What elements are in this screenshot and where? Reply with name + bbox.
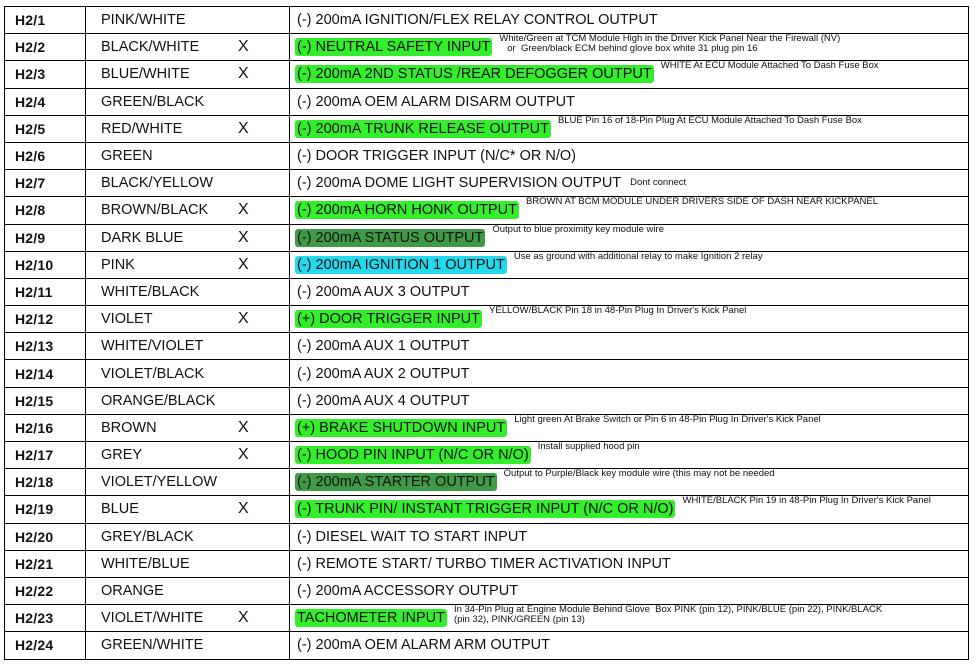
function-cell [290, 115, 969, 142]
function-cell [290, 605, 969, 632]
install-note: Output to blue proximity key module wire [492, 223, 664, 235]
pin-cell: H2/11 [5, 278, 86, 305]
function-cell [290, 224, 969, 251]
function-label: (-) 200mA ACCESSORY OUTPUT [297, 583, 519, 600]
pin-cell: H2/17 [5, 442, 86, 469]
wire-color-label: GREY/BLACK [101, 528, 194, 545]
wire-color-cell [86, 632, 290, 659]
function-cell [290, 496, 969, 523]
function-label: (-) DOOR TRIGGER INPUT (N/C* OR N/O) [297, 148, 576, 165]
connected-mark: X [238, 38, 249, 56]
connected-mark: X [238, 119, 249, 137]
function-label: (-) 200mA 2ND STATUS /REAR DEFOGGER OUTPUT [297, 66, 652, 83]
table-row [5, 550, 969, 577]
wire-color-label: VIOLET [101, 311, 153, 328]
wire-color-cell [86, 442, 290, 469]
install-note: WHITE At ECU Module Attached To Dash Fuse Box [660, 60, 879, 72]
wire-color-label: VIOLET/WHITE [101, 610, 204, 627]
wire-color-label: BROWN/BLACK [101, 202, 209, 219]
function-cell [290, 577, 969, 604]
wire-color-label: WHITE/BLACK [101, 283, 200, 300]
install-note: Use as ground with additional relay to make Ignition 2 relay [513, 250, 763, 262]
function-cell [290, 7, 969, 34]
table-row [5, 387, 969, 414]
connected-mark: X [238, 609, 249, 627]
function-label: (+) DOOR TRIGGER INPUT [297, 311, 481, 328]
pin-cell: H2/6 [5, 142, 86, 169]
pin-cell: H2/19 [5, 496, 86, 523]
wire-color-cell [86, 278, 290, 305]
wire-color-cell [86, 496, 290, 523]
install-note: Light green At Brake Switch or Pin 6 in 48-Pin Plug In Driver's Kick Panel [514, 413, 821, 425]
function-cell [290, 278, 969, 305]
table-row [5, 523, 969, 550]
wire-color-label: GREEN [101, 148, 153, 165]
pin-cell: H2/14 [5, 360, 86, 387]
pin-cell: H2/4 [5, 88, 86, 115]
pin-cell: H2/20 [5, 523, 86, 550]
wire-color-label: VIOLET/YELLOW [101, 474, 218, 491]
install-note: Output to Purple/Black key module wire (this may not be needed [503, 468, 775, 480]
table-row [5, 170, 969, 197]
table-row [5, 197, 969, 224]
wire-color-cell [86, 387, 290, 414]
wire-color-cell [86, 360, 290, 387]
wire-color-cell [86, 61, 290, 88]
table-row [5, 61, 969, 88]
table-row [5, 605, 969, 632]
wire-color-label: BLACK/WHITE [101, 39, 200, 56]
wire-color-label: BLUE/WHITE [101, 66, 190, 83]
function-label: (-) REMOTE START/ TURBO TIMER ACTIVATION INPUT [297, 555, 671, 572]
function-label: (+) BRAKE SHUTDOWN INPUT [297, 419, 506, 436]
table-row [5, 577, 969, 604]
table-row [5, 115, 969, 142]
table-row [5, 34, 969, 61]
connected-mark: X [238, 228, 249, 246]
function-cell [290, 197, 969, 224]
table-row [5, 469, 969, 496]
function-cell [290, 442, 969, 469]
table-row [5, 333, 969, 360]
wire-color-label: BLUE [101, 501, 139, 518]
table-row [5, 306, 969, 333]
wire-color-cell [86, 224, 290, 251]
install-note: BLUE Pin 16 of 18-Pin Plug At ECU Module Attached To Dash Fuse Box [557, 114, 862, 126]
table-row [5, 251, 969, 278]
wire-color-label: GREEN/WHITE [101, 637, 204, 654]
pin-cell: H2/8 [5, 197, 86, 224]
pin-cell: H2/23 [5, 605, 86, 632]
pin-cell: H2/3 [5, 61, 86, 88]
function-cell [290, 360, 969, 387]
function-label: (-) 200mA OEM ALARM ARM OUTPUT [297, 637, 550, 654]
install-note: WHITE/BLACK Pin 19 in 48-Pin Plug In Driver's Kick Panel [682, 495, 931, 507]
wire-color-cell [86, 34, 290, 61]
function-label: (-) 200mA OEM ALARM DISARM OUTPUT [297, 93, 575, 110]
function-label: (-) 200mA IGNITION/FLEX RELAY CONTROL OUTPUT [297, 12, 658, 29]
wire-color-cell [86, 523, 290, 550]
install-note: In 34-Pin Plug at Engine Module Behind Glove Box PINK (pin 12), PINK/BLUE (pin 22), PINK/BLACK (pin 32), PINK/GREEN (pin 13) [453, 604, 883, 626]
wire-color-cell [86, 333, 290, 360]
table-row [5, 496, 969, 523]
connected-mark: X [238, 446, 249, 463]
wire-color-label: PINK/WHITE [101, 12, 186, 29]
wire-color-cell [86, 469, 290, 496]
function-label: (-) 200mA IGNITION 1 OUTPUT [297, 256, 505, 273]
function-cell [290, 61, 969, 88]
wire-color-cell [86, 142, 290, 169]
function-label: (-) TRUNK PIN/ INSTANT TRIGGER INPUT (N/C OR N/O) [297, 501, 674, 518]
connected-mark: X [238, 418, 249, 436]
pin-cell: H2/21 [5, 550, 86, 577]
wire-color-cell [86, 306, 290, 333]
function-label: TACHOMETER INPUT [297, 610, 445, 627]
pin-cell: H2/10 [5, 251, 86, 278]
wire-color-label: ORANGE [101, 583, 164, 600]
install-note: YELLOW/BLACK Pin 18 in 48-Pin Plug In Driver's Kick Panel [489, 305, 747, 317]
table-row [5, 142, 969, 169]
pin-cell: H2/5 [5, 115, 86, 142]
table-row [5, 88, 969, 115]
wire-color-cell [86, 88, 290, 115]
function-label: (-) 200mA TRUNK RELEASE OUTPUT [297, 120, 549, 137]
function-label: (-) DIESEL WAIT TO START INPUT [297, 528, 528, 545]
function-cell [290, 523, 969, 550]
wire-color-label: GREEN/BLACK [101, 93, 205, 110]
wire-color-cell [86, 197, 290, 224]
function-cell [290, 333, 969, 360]
table-row [5, 360, 969, 387]
function-label: (-) 200mA HORN HONK OUTPUT [297, 202, 517, 219]
table-row [5, 632, 969, 659]
wire-color-label: VIOLET/BLACK [101, 365, 205, 382]
wire-color-cell [86, 605, 290, 632]
install-note: BROWN AT BCM MODULE UNDER DRIVERS SIDE OF DASH NEAR KICKPANEL [525, 196, 879, 208]
wire-color-cell [86, 414, 290, 441]
pin-cell: H2/7 [5, 170, 86, 197]
function-cell [290, 88, 969, 115]
function-cell [290, 387, 969, 414]
wire-color-label: RED/WHITE [101, 120, 183, 137]
table-row [5, 442, 969, 469]
wire-color-label: PINK [101, 256, 135, 273]
pin-cell: H2/9 [5, 224, 86, 251]
pin-cell: H2/13 [5, 333, 86, 360]
connected-mark: X [238, 310, 249, 328]
function-label: (-) 200mA AUX 3 OUTPUT [297, 283, 470, 300]
pin-cell: H2/1 [5, 7, 86, 34]
wire-color-label: GREY [101, 447, 143, 464]
function-cell [290, 34, 969, 61]
function-label: (-) 200mA AUX 2 OUTPUT [297, 365, 470, 382]
function-cell [290, 142, 969, 169]
function-label: (-) 200mA AUX 4 OUTPUT [297, 392, 470, 409]
table-row [5, 7, 969, 34]
function-label: (-) 200mA STATUS OUTPUT [297, 229, 484, 246]
wire-color-cell [86, 577, 290, 604]
function-cell [290, 414, 969, 441]
connected-mark: X [238, 500, 249, 518]
table-row [5, 224, 969, 251]
wire-color-label: WHITE/BLUE [101, 555, 190, 572]
function-label: (-) HOOD PIN INPUT (N/C OR N/O) [297, 447, 529, 464]
function-label: (-) 200mA AUX 1 OUTPUT [297, 338, 470, 355]
function-label: (-) NEUTRAL SAFETY INPUT [297, 39, 491, 56]
pin-cell: H2/22 [5, 577, 86, 604]
pin-cell: H2/12 [5, 306, 86, 333]
connected-mark: X [238, 65, 249, 83]
wire-color-label: ORANGE/BLACK [101, 392, 216, 409]
function-cell [290, 251, 969, 278]
install-note: Dont connect [630, 177, 687, 189]
wiring-table [4, 6, 969, 660]
pin-cell: H2/18 [5, 469, 86, 496]
function-label: (-) 200mA STARTER OUTPUT [297, 474, 495, 491]
wire-color-cell [86, 7, 290, 34]
wire-color-cell [86, 550, 290, 577]
function-label: (-) 200mA DOME LIGHT SUPERVISION OUTPUT [297, 175, 622, 192]
connected-mark: X [238, 201, 249, 219]
wire-color-label: BLACK/YELLOW [101, 175, 214, 192]
connected-mark: X [238, 255, 249, 273]
function-cell [290, 550, 969, 577]
pin-cell: H2/15 [5, 387, 86, 414]
wire-color-label: WHITE/VIOLET [101, 338, 204, 355]
install-note: White/Green at TCM Module High in the Driver Kick Panel Near the Firewall (NV) or Green/black ECM behind glove box white 31 plug pin 16 [499, 33, 841, 55]
table-row [5, 414, 969, 441]
pin-cell: H2/16 [5, 414, 86, 441]
pin-cell: H2/24 [5, 632, 86, 659]
wire-color-label: DARK BLUE [101, 229, 184, 246]
wire-color-cell [86, 170, 290, 197]
table-row [5, 278, 969, 305]
function-cell [290, 469, 969, 496]
function-cell [290, 632, 969, 659]
pin-cell: H2/2 [5, 34, 86, 61]
wire-color-label: BROWN [101, 419, 157, 436]
function-cell [290, 170, 969, 197]
function-cell [290, 306, 969, 333]
wire-color-cell [86, 115, 290, 142]
wire-color-cell [86, 251, 290, 278]
install-note: Install supplied hood pin [537, 441, 640, 453]
